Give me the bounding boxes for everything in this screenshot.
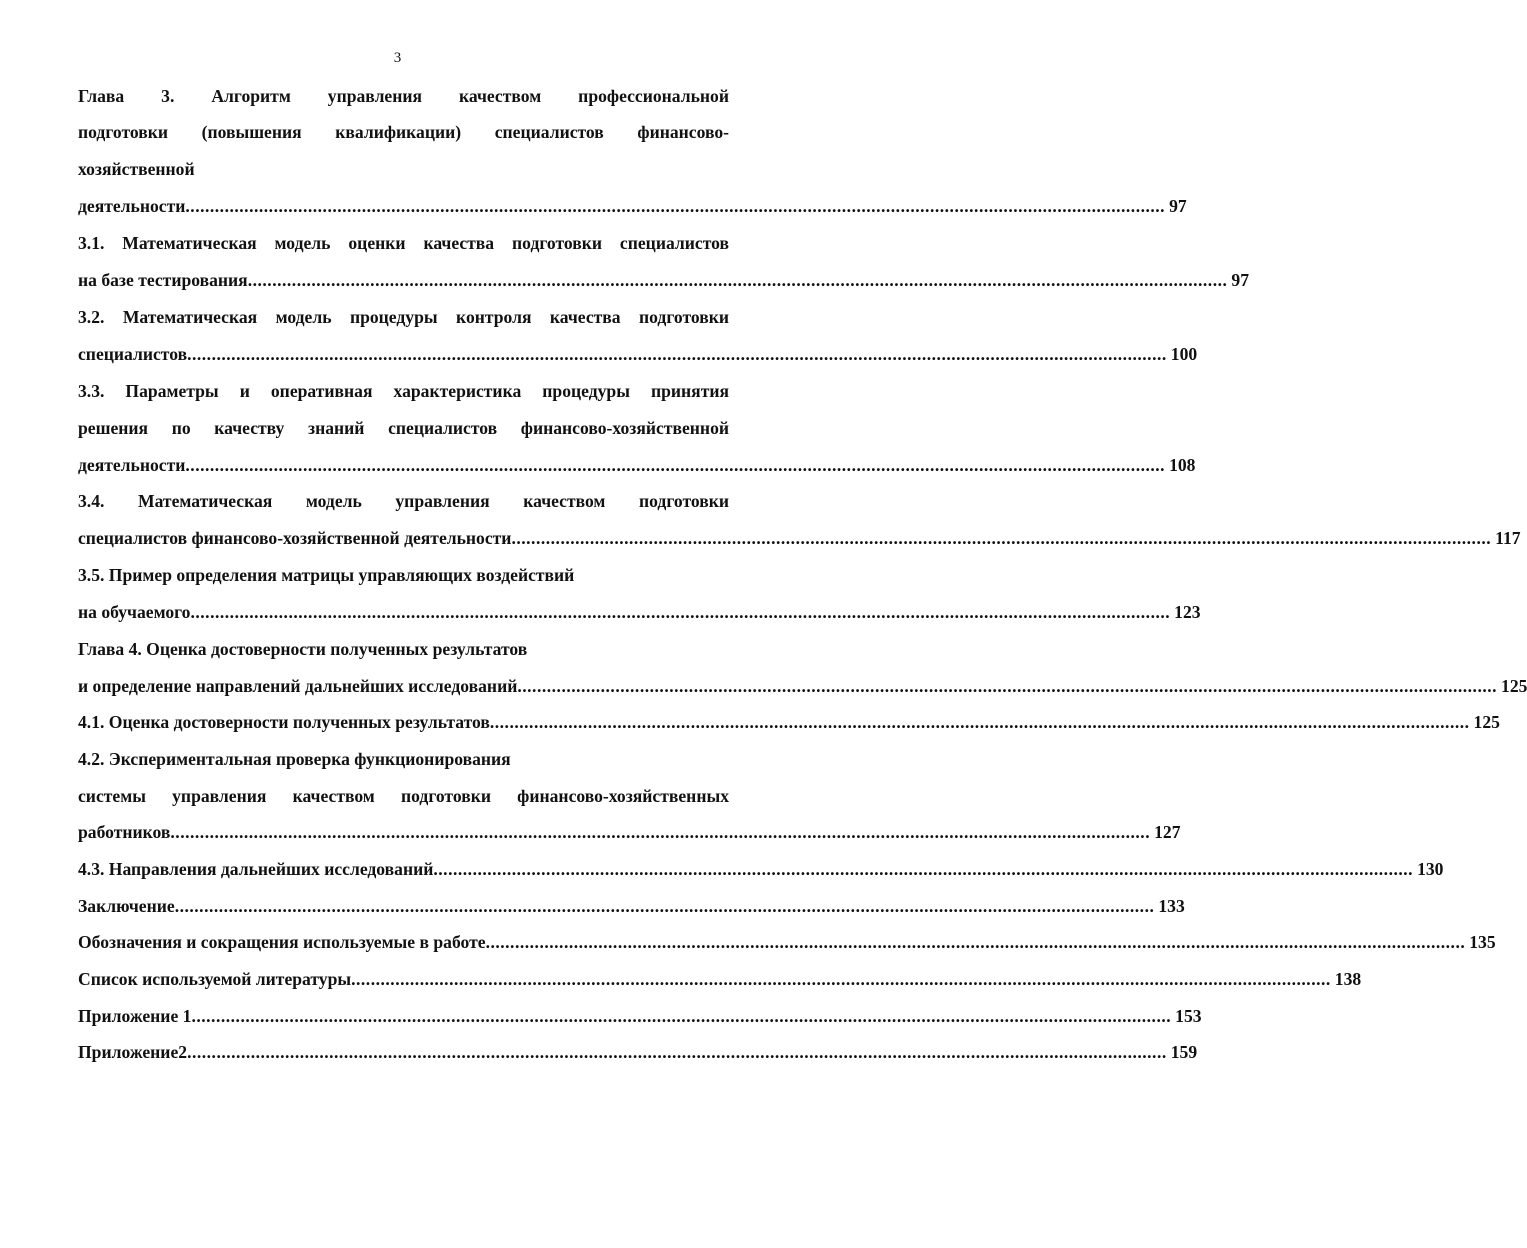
toc-entry-section-4-2[interactable]	[78, 822, 1181, 843]
toc-page-number: 108	[1169, 455, 1196, 475]
leader-dots: ........................................................................................................................................................................................................	[170, 822, 1151, 842]
toc-page-number: 130	[1417, 859, 1444, 879]
toc-entry-title: Приложение 1	[78, 1006, 192, 1026]
toc-chapter-3-line-1: Глава 3. Алгоритм управления качеством профессиональной	[78, 86, 729, 106]
toc-entry-title: на базе тестирования	[78, 270, 248, 290]
toc-section-4-2-line-1: 4.2. Экспериментальная проверка функционирования	[78, 749, 511, 769]
toc-entry-title: 4.1. Оценка достоверности полученных результатов	[78, 712, 490, 732]
toc-page-number: 135	[1469, 932, 1496, 952]
toc-page-number: 100	[1170, 344, 1198, 364]
leader-dots: ........................................................................................................................................................................................................	[174, 896, 1155, 916]
toc-entry-title: Список используемой литературы	[78, 969, 352, 989]
toc-entry-title: специалистов	[78, 344, 188, 364]
toc-entry-title: специалистов финансово-хозяйственной деятельности	[78, 528, 512, 548]
toc-entry-appendix-2[interactable]	[78, 1042, 1198, 1063]
toc-entry-section-3-3[interactable]	[78, 455, 1196, 476]
toc-page-number: 125	[1473, 712, 1500, 732]
leader-dots: ........................................................................................................................................................................................................	[187, 344, 1167, 364]
leader-dots: ........................................................................................................................................................................................................	[185, 455, 1166, 475]
toc-section-3-1-line-1: 3.1. Математическая модель оценки качества подготовки специалистов	[78, 233, 729, 253]
toc-section-3-3-line-2: решения по качеству знаний специалистов финансово-хозяйственной	[78, 418, 729, 438]
leader-dots: ........................................................................................................................................................................................................	[485, 932, 1466, 952]
toc-entry-section-3-1[interactable]	[78, 270, 1249, 291]
leader-dots: ........................................................................................................................................................................................................	[190, 602, 1171, 622]
leader-dots: ........................................................................................................................................................................................................	[185, 196, 1166, 216]
leader-dots: ........................................................................................................................................................................................................	[247, 270, 1228, 290]
toc-entry-title: Приложение2	[78, 1042, 188, 1062]
toc-chapter-3-line-3: хозяйственной	[78, 159, 195, 179]
toc-page-number: 159	[1170, 1042, 1198, 1062]
toc-entry-title: на обучаемого	[78, 602, 191, 622]
toc-entry-references[interactable]	[78, 969, 1362, 990]
toc-entry-title: Заключение	[78, 896, 175, 916]
toc-entry-title: деятельности	[78, 196, 186, 216]
leader-dots: ........................................................................................................................................................................................................	[351, 969, 1331, 989]
toc-entry-chapter-3[interactable]	[78, 196, 1187, 217]
toc-page-number: 97	[1169, 196, 1187, 216]
leader-dots: ........................................................................................................................................................................................................	[511, 528, 1492, 548]
toc-page-number: 138	[1334, 969, 1362, 989]
toc-entry-section-4-1[interactable]	[78, 712, 1500, 733]
toc-page-number: 127	[1154, 822, 1181, 842]
toc-chapter-3-line-2: подготовки (повышения квалификации) специалистов финансово-	[78, 122, 729, 142]
toc-entry-section-3-5[interactable]	[78, 602, 1201, 623]
leader-dots: ........................................................................................................................................................................................................	[187, 1042, 1167, 1062]
toc-page-number: 133	[1158, 896, 1185, 916]
toc-section-3-4-line-1: 3.4. Математическая модель управления качеством подготовки	[78, 491, 729, 511]
page-number: 3	[393, 50, 402, 66]
toc-page-number: 153	[1175, 1006, 1202, 1026]
toc-entry-title: работников	[78, 822, 171, 842]
leader-dots: ........................................................................................................................................................................................................	[489, 712, 1470, 732]
toc-entry-abbreviations[interactable]	[78, 932, 1496, 953]
toc-entry-chapter-4[interactable]	[78, 676, 1527, 697]
toc-entry-title: 4.3. Направления дальнейших исследований	[78, 859, 434, 879]
toc-entry-section-3-4[interactable]	[78, 528, 1521, 549]
toc-entry-section-3-2[interactable]	[78, 344, 1198, 365]
toc-page-number: 117	[1495, 528, 1521, 548]
toc-entry-appendix-1[interactable]	[78, 1006, 1202, 1027]
leader-dots: ........................................................................................................................................................................................................	[517, 676, 1498, 696]
toc-entry-section-4-3[interactable]	[78, 859, 1444, 880]
toc-entry-title: деятельности	[78, 455, 186, 475]
toc-entry-conclusion[interactable]	[78, 896, 1185, 917]
toc-page-number: 123	[1174, 602, 1201, 622]
toc-entry-title: и определение направлений дальнейших исследований	[78, 676, 518, 696]
toc-section-4-2-line-2: системы управления качеством подготовки финансово-хозяйственных	[78, 786, 729, 806]
toc-page-number: 125	[1501, 676, 1527, 696]
toc-section-3-2-line-1: 3.2. Математическая модель процедуры контроля качества подготовки	[78, 307, 729, 327]
toc-entry-title: Обозначения и сокращения используемые в работе	[78, 932, 486, 952]
toc-section-3-3-line-1: 3.3. Параметры и оперативная характеристика процедуры принятия	[78, 381, 729, 401]
toc-page-number: 97	[1231, 270, 1249, 290]
leader-dots: ........................................................................................................................................................................................................	[191, 1006, 1172, 1026]
toc-section-3-5-line-1: 3.5. Пример определения матрицы управляющих воздействий	[78, 565, 575, 585]
leader-dots: ........................................................................................................................................................................................................	[433, 859, 1414, 879]
toc-chapter-4-line-1: Глава 4. Оценка достоверности полученных результатов	[78, 639, 528, 659]
